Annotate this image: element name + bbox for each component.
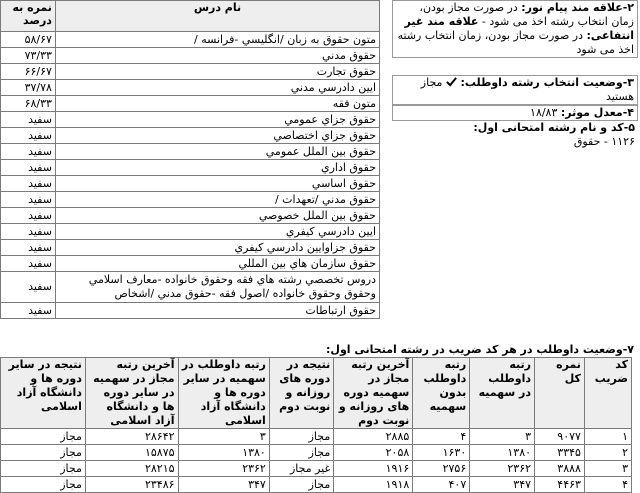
grade-cell: سفيد [1, 303, 56, 319]
ranks-cell: مجاز [1, 429, 86, 445]
ranks-cell: غير مجاز [269, 461, 333, 477]
grade-row [1, 96, 380, 112]
ranks-cell: ۱۶۳۰ [413, 445, 470, 461]
grade-row [1, 176, 380, 192]
grade-cell: سفيد [1, 160, 56, 176]
ranks-cell: ۲۸۲۱۵ [85, 461, 178, 477]
grades-table [0, 0, 380, 319]
subject-cell: متون حقوق به زبان /انگليسي -فرانسه / [55, 32, 379, 48]
ranks-cell: ۲۸۶۴۲ [85, 429, 178, 445]
subject-cell: حقوق سازمان هاي بين المللي [55, 256, 379, 272]
section7-title: ۷-وضعيت داوطلب در هر كد ضريب در رشته امتحانى اول: [326, 343, 634, 356]
ranks-row [1, 477, 632, 493]
subject-cell: حقوق مدني /تعهدات / [55, 192, 379, 208]
ranks-column-header: رتبه داوطلب بدون سهميه [413, 358, 470, 429]
info-panel [392, 0, 638, 149]
ranks-cell: ۳ [178, 429, 269, 445]
grade-row [1, 128, 380, 144]
grade-row [1, 240, 380, 256]
ranks-column-header: كد ضريب [584, 358, 631, 429]
ranks-cell: مجاز [269, 477, 333, 493]
info-item-4-value: ۱۸/۸۳ [530, 106, 561, 119]
info-item-2 [392, 0, 638, 58]
ranks-cell: ۱ [584, 429, 631, 445]
subject-cell: حقوق مدني [55, 48, 379, 64]
subject-column-header: نام درس [55, 1, 379, 32]
grade-row [1, 32, 380, 48]
grade-cell: ۶۸/۳۳ [1, 96, 56, 112]
grade-row [1, 144, 380, 160]
ranks-row [1, 445, 632, 461]
ranks-column-header: رتبه داوطلب در سهميه در ساير دوره ها و دانشگاه آزاد اسلامى [178, 358, 269, 429]
ranks-cell: ۳۳۴۵ [535, 445, 585, 461]
ranks-header-row [1, 358, 632, 429]
subject-cell: حقوق بين الملل عمومي [55, 144, 379, 160]
info-item-3 [392, 75, 638, 105]
subject-cell: حقوق اداري [55, 160, 379, 176]
subject-cell: حقوق تجارت [55, 64, 379, 80]
info-item-5 [392, 121, 638, 135]
grade-cell: سفيد [1, 208, 56, 224]
ranks-cell: ۳ [470, 429, 535, 445]
ranks-cell: مجاز [269, 429, 333, 445]
grade-row [1, 256, 380, 272]
ranks-cell: مجاز [1, 461, 86, 477]
ranks-cell: ۴ [584, 477, 631, 493]
grade-row [1, 224, 380, 240]
info-item-4 [392, 105, 638, 121]
ranks-cell: ۴ [413, 429, 470, 445]
ranks-column-header: نتيجه در ساير دوره ها و دانشگاه آزاد اسلامى [1, 358, 86, 429]
grade-row [1, 303, 380, 319]
grade-header-line2: درصد [22, 14, 52, 27]
grade-cell: سفيد [1, 176, 56, 192]
ranks-cell: ۲۸۸۵ [334, 429, 413, 445]
grade-row [1, 80, 380, 96]
grade-cell: ۳۷/۷۸ [1, 80, 56, 96]
subject-cell: حقوق جزاوايين دادرسي كيفري [55, 240, 379, 256]
subject-cell: متون فقه [55, 96, 379, 112]
ranks-cell: ۲۳۴۸۶ [85, 477, 178, 493]
grades-body [1, 32, 380, 319]
ranks-column-header: نمره كل [535, 358, 585, 429]
ranks-cell: ۳۸۸۸ [535, 461, 585, 477]
ranks-cell: مجاز [269, 445, 333, 461]
subject-cell: ايين دادرسي مدني [55, 80, 379, 96]
grade-cell: سفيد [1, 240, 56, 256]
ranks-cell: ۴۴۶۳ [535, 477, 585, 493]
ranks-column-header: آخرين رتبه مجاز در سهميه دوره هاى روزانه و نوبت دوم [334, 358, 413, 429]
grade-cell: ۵۸/۶۷ [1, 32, 56, 48]
grade-row [1, 64, 380, 80]
ranks-row [1, 429, 632, 445]
grade-row [1, 160, 380, 176]
info-item-5-value: ۱۱۲۶ - حقوق [573, 135, 635, 148]
subject-cell: حقوق جزاي اختصاصي [55, 128, 379, 144]
ranks-cell: ۲۷۵۶ [413, 461, 470, 477]
ranks-cell: ۹۰۷۷ [535, 429, 585, 445]
ranks-body [1, 429, 632, 493]
ranks-cell: ۲۰۵۸ [334, 445, 413, 461]
grade-row [1, 192, 380, 208]
info-item-2-text2: در صورت مجاز بودن، زمان انتخاب رشته اخذ مى شود [397, 29, 634, 56]
subject-cell: حقوق اساسي [55, 176, 379, 192]
grade-row [1, 112, 380, 128]
ranks-cell: ۲۳۶۲ [178, 461, 269, 477]
ranks-cell: ۳ [584, 461, 631, 477]
ranks-cell: ۳۴۷ [178, 477, 269, 493]
info-item-2-label: ۲-علاقه مند پيام نور: [521, 1, 634, 14]
ranks-column-header: آخرين رتبه مجاز در سهميه در ساير دوره ها و دانشگاه آزاد اسلامى [85, 358, 178, 429]
subject-cell: دروس تخصصي رشته هاي فقه وحقوق خانواده -معارف اسلامي وحقوق وحقوق خانواده /اصول فقه -حقوق مدني /اشخاص [55, 272, 379, 303]
ranks-cell: ۱۳۸۰ [470, 445, 535, 461]
grade-cell: سفيد [1, 224, 56, 240]
ranks-cell: مجاز [1, 445, 86, 461]
ranks-column-header: رتبه داوطلب در سهميه [470, 358, 535, 429]
grade-row [1, 208, 380, 224]
ranks-cell: ۱۵۸۷۵ [85, 445, 178, 461]
grade-cell: سفيد [1, 128, 56, 144]
ranks-cell: ۲۳۶۲ [470, 461, 535, 477]
grade-cell: سفيد [1, 112, 56, 128]
ranks-cell: ۱۳۸۰ [178, 445, 269, 461]
info-item-3-value: مجاز هستيد [420, 76, 634, 103]
ranks-table [0, 357, 632, 493]
ranks-row [1, 461, 632, 477]
grade-cell: سفيد [1, 144, 56, 160]
subject-cell: حقوق بين الملل خصوصي [55, 208, 379, 224]
grade-row [1, 48, 380, 64]
ranks-cell: مجاز [1, 477, 86, 493]
grade-cell: سفيد [1, 192, 56, 208]
grade-row [1, 272, 380, 303]
grades-header-row [1, 1, 380, 32]
subject-cell: حقوق ارتباطات [55, 303, 379, 319]
info-item-2-text: در صورت مجاز بودن، زمان انتخاب رشته اخذ مى شود - [419, 1, 634, 28]
subject-cell: حقوق جزاي عمومي [55, 112, 379, 128]
info-item-3-label: ۳-وضعيت انتخاب رشته داوطلب: [460, 76, 634, 89]
ranks-cell: ۱۹۱۸ [334, 477, 413, 493]
info-item-4-label: ۴-معدل موثر: [560, 106, 634, 119]
info-item-5-label: ۵-كد و نام رشته امتحانى اول: [473, 121, 635, 134]
grade-cell: سفيد [1, 272, 56, 303]
grade-cell: ۶۶/۶۷ [1, 64, 56, 80]
ranks-cell: ۴۰۷ [413, 477, 470, 493]
grade-cell: سفيد [1, 256, 56, 272]
checkmark-icon [446, 76, 457, 87]
grade-header-line1: نمره به [12, 1, 52, 14]
grade-cell: ۷۳/۳۳ [1, 48, 56, 64]
ranks-cell: ۱۹۱۶ [334, 461, 413, 477]
ranks-column-header: نتيجه در دوره هاى روزانه و نوبت دوم [269, 358, 333, 429]
info-item-2-label2: علاقه مند غير انتفاعى: [404, 15, 634, 42]
subject-cell: ايين دادرسي كيفري [55, 224, 379, 240]
ranks-cell: ۳۴۷ [470, 477, 535, 493]
ranks-cell: ۲ [584, 445, 631, 461]
grade-column-header [1, 1, 56, 32]
